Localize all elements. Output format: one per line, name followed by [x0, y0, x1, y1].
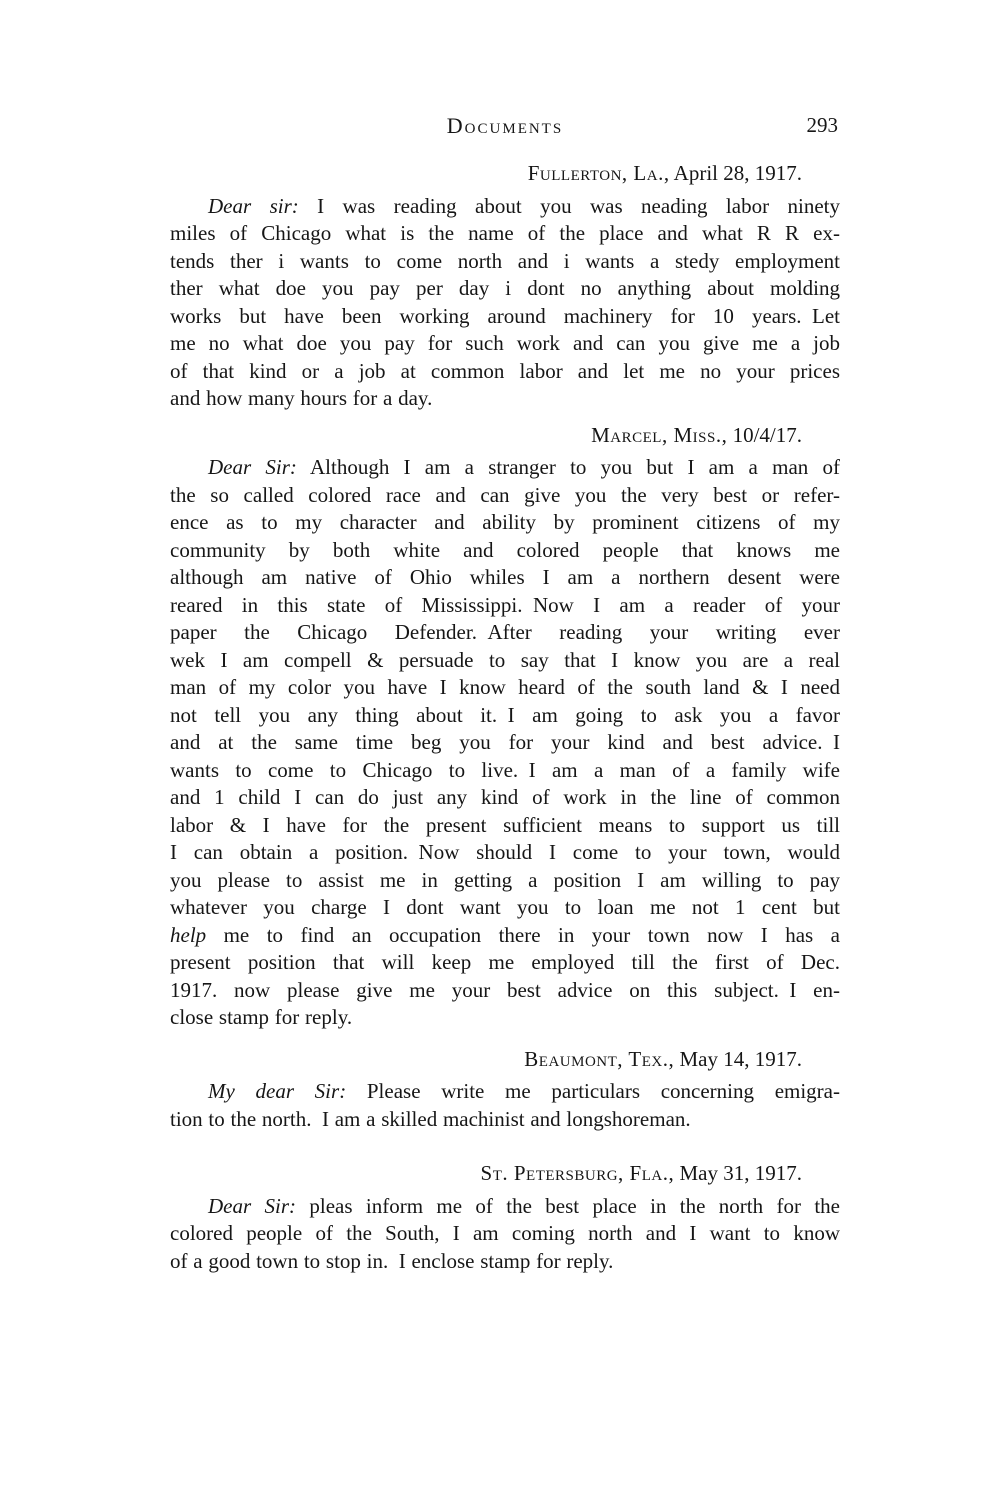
letter-line [170, 1193, 840, 1221]
dateline-date: 10/4/17. [727, 422, 802, 447]
letters-section [170, 160, 840, 1275]
dateline-place: Marcel, Miss., [591, 422, 728, 447]
letter-text: and how many hours for a day. [170, 386, 433, 410]
letter-line [170, 812, 840, 840]
letter-line [170, 564, 840, 592]
letter-line [170, 674, 840, 702]
dateline-date: May 31, 1917. [674, 1161, 802, 1185]
dateline-date: April 28, 1917. [669, 161, 802, 185]
letter-text: and at the same time beg you for your kind and best advice. I [170, 730, 840, 754]
letter-text: me no what doe you pay for such work and can you give me a job [170, 331, 840, 355]
letter-text: Please write me particulars concerning emigra- [346, 1079, 840, 1103]
letter-line [170, 1004, 840, 1032]
letter-dateline [170, 1046, 840, 1074]
letter-line [170, 977, 840, 1005]
letter-line [170, 509, 840, 537]
letter-text: present position that will keep me employed till the first of Dec. [170, 950, 840, 974]
letter-text: tion to the north. I am a skilled machinist and longshoreman. [170, 1106, 691, 1131]
letter-text: labor & I have for the present sufficient means to support us till [170, 812, 840, 837]
letter-salutation-italic: My dear Sir: [208, 1079, 347, 1103]
letter-dateline [170, 422, 840, 450]
letter-line [170, 482, 840, 510]
letter-text: close stamp for reply. [170, 1005, 353, 1029]
page-number: 293 [806, 113, 838, 137]
letter-line [170, 922, 840, 950]
letter-line [170, 619, 840, 647]
dateline-place: Beaumont, Tex., [524, 1046, 675, 1071]
letter-line [170, 592, 840, 620]
letter-text: wants to come to Chicago to live. I am a man of a family wife [170, 757, 840, 782]
letter-text: you please to assist me in getting a position I am willing to pay [170, 867, 840, 892]
letter-line [170, 303, 840, 331]
letter-text: tends ther i wants to come north and i wants a stedy employment [170, 248, 840, 273]
letter-line [170, 1248, 840, 1276]
letter-text: colored people of the South, I am coming north and I want to know [170, 1221, 840, 1245]
letter-text: although am native of Ohio whiles I am a northern desent were [170, 565, 840, 589]
letter-line [170, 757, 840, 785]
letter-text: I was reading about you was neading labor ninety [298, 193, 840, 218]
letter-text: 1917. now please give me your best advice on this subject. I en- [170, 977, 840, 1002]
letter-text: Although I am a stranger to you but I am a man of [296, 455, 840, 479]
letter-line [170, 949, 840, 977]
letter-line [170, 894, 840, 922]
letter-line [170, 248, 840, 276]
letter [170, 1046, 840, 1134]
letter-text: not tell you any thing about it. I am going to ask you a favor [170, 702, 840, 727]
letter-text: wek I am compell & persuade to say that I know you are a real [170, 647, 840, 672]
dateline-place: St. Petersburg, Fla., [480, 1161, 675, 1185]
letter-line [170, 867, 840, 895]
letter-text: I can obtain a position. Now should I come to your town, would [170, 840, 840, 864]
letter-salutation-italic: Dear sir: [208, 193, 299, 218]
dateline-place: Fullerton, La., [527, 161, 670, 185]
letter [170, 422, 840, 1032]
letter-line [170, 702, 840, 730]
letter-line [170, 729, 840, 757]
letter-text: paper the Chicago Defender. After reading your writing ever [170, 620, 840, 644]
letter-text: the so called colored race and can give you the very best or refer- [170, 482, 840, 507]
letter-line [170, 1106, 840, 1134]
letter-line [170, 1078, 840, 1106]
letter-salutation-italic: help [170, 922, 207, 947]
letter-line [170, 454, 840, 482]
letter-text: community by both white and colored people that knows me [170, 537, 840, 562]
letter-line [170, 784, 840, 812]
letter-line [170, 1220, 840, 1248]
letter-text: works but have been working around machinery for 10 years. Let [170, 303, 840, 328]
letter-line [170, 537, 840, 565]
letter-dateline [170, 1160, 840, 1188]
letter-text: miles of Chicago what is the name of the place and what R R ex- [170, 221, 840, 245]
letter-text: and 1 child I can do just any kind of work in the line of common [170, 785, 840, 809]
letter-line [170, 839, 840, 867]
running-head [170, 113, 840, 141]
letter-text: of that kind or a job at common labor and let me no your prices [170, 358, 840, 383]
letter [170, 160, 840, 413]
letter-text: ence as to my character and ability by prominent citizens of my [170, 510, 840, 534]
letter [170, 1160, 840, 1275]
letter-line [170, 193, 840, 221]
letter-text: of a good town to stop in. I enclose stamp for reply. [170, 1248, 614, 1273]
letter-line [170, 358, 840, 386]
letter-text: me to find an occupation there in your town now I has a [206, 922, 840, 947]
page-header-title: Documents [446, 113, 564, 138]
letter-text: reared in this state of Mississippi. Now I am a reader of your [170, 592, 840, 617]
letter-line [170, 385, 840, 413]
letter-text: ther what doe you pay per day i dont no anything about molding [170, 276, 840, 300]
letter-line [170, 647, 840, 675]
letter-text: pleas inform me of the best place in the north for the [296, 1193, 840, 1218]
letter-line [170, 275, 840, 303]
dateline-date: May 14, 1917. [674, 1046, 802, 1071]
letter-salutation-italic: Dear Sir: [208, 455, 297, 479]
letter-line [170, 330, 840, 358]
letter-salutation-italic: Dear Sir: [208, 1193, 297, 1218]
letter-dateline [170, 160, 840, 188]
letter-text: whatever you charge I dont want you to loan me not 1 cent but [170, 895, 840, 919]
letter-line [170, 220, 840, 248]
letter-text: man of my color you have I know heard of the south land & I need [170, 675, 840, 699]
